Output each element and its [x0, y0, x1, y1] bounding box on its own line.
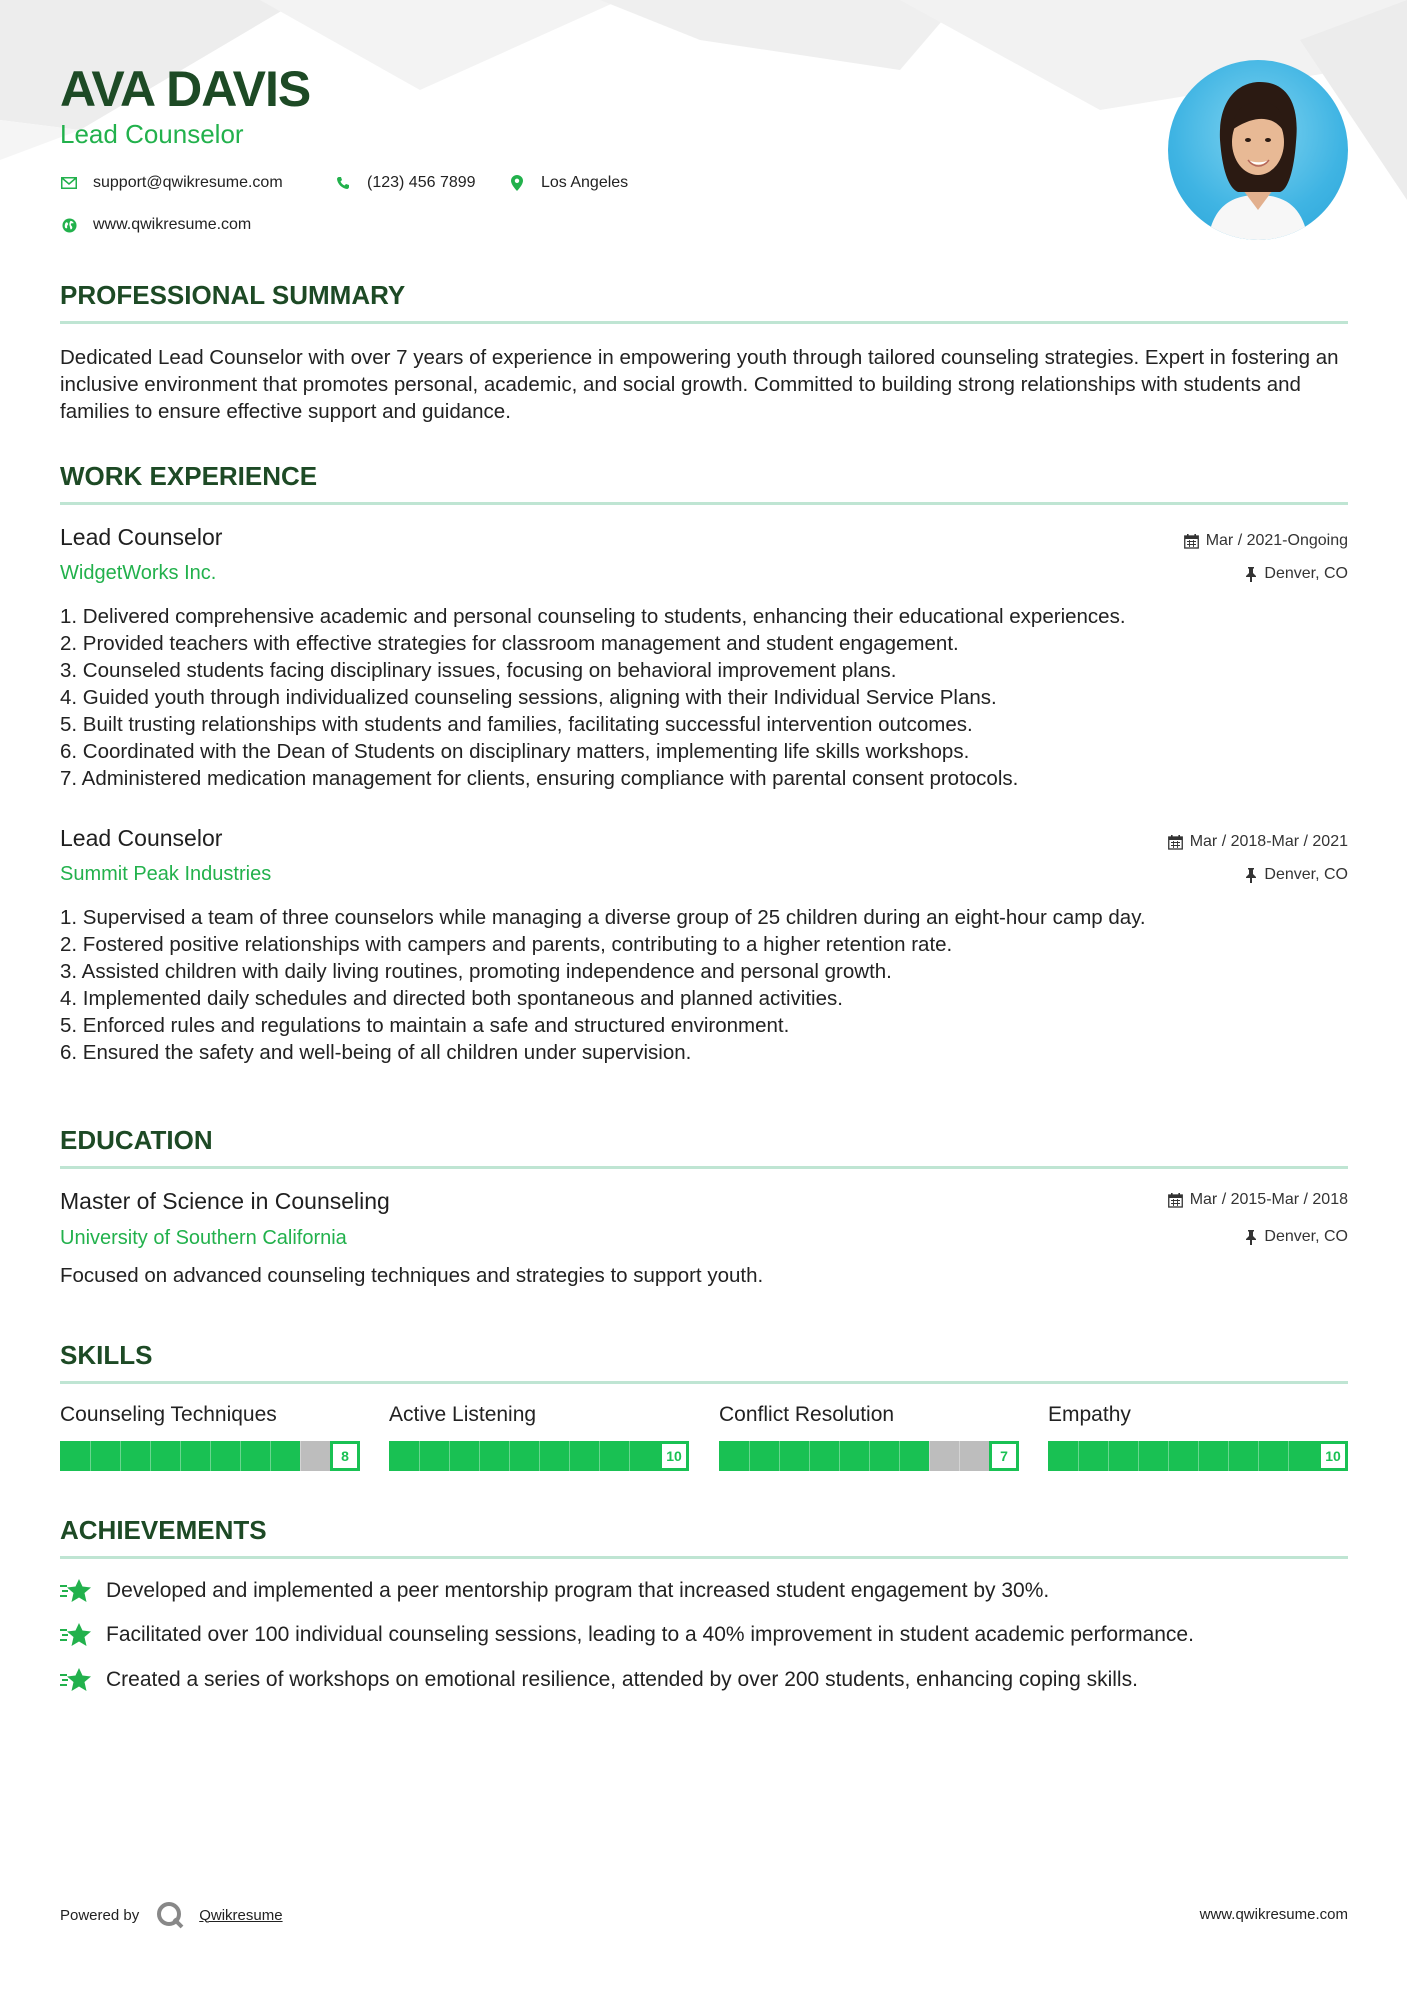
job-1-location	[1245, 565, 1348, 583]
star-award-icon	[60, 1578, 92, 1604]
pushpin-icon	[1245, 868, 1257, 883]
job-2-company: Summit Peak Industries	[60, 863, 272, 885]
profile-photo	[1168, 60, 1348, 240]
job-1-location-text: Denver, CO	[1264, 565, 1348, 582]
skill-bar-segment	[1228, 1441, 1229, 1471]
job-2-dates-text: Mar / 2018-Mar / 2021	[1189, 833, 1348, 850]
list-item: 2. Provided teachers with effective strategies for classroom management and student engagement.	[60, 632, 959, 655]
pushpin-icon	[1245, 1230, 1257, 1245]
skill-bar	[389, 1441, 689, 1471]
job-1-dates-text: Mar / 2021-Ongoing	[1205, 532, 1348, 549]
email-text: support@qwikresume.com	[93, 174, 283, 191]
skill-bar	[60, 1441, 360, 1471]
achievement-text: Created a series of workshops on emotional resilience, attended by over 200 students, enhancing coping skills.	[106, 1668, 1138, 1691]
summary-text: Dedicated Lead Counselor with over 7 years of experience in empowering youth through tailored counseling strategies. Expert in fostering an inclusive environment that promotes personal, academic, and social growth. Committed to building strong relationships with students and families to ensure effective support and guidance.	[60, 346, 1339, 423]
list-item: 1. Supervised a team of three counselors while managing a diverse group of 25 children during an eight-hour camp day.	[60, 906, 1146, 929]
candidate-name: AVA DAVIS	[60, 61, 311, 117]
job-2-bullets	[60, 904, 1360, 1066]
job-2-title: Lead Counselor	[60, 825, 223, 851]
qwikresume-logo-icon	[155, 1900, 185, 1930]
skill-bar-fill	[719, 1441, 929, 1471]
map-pin-icon	[508, 174, 526, 192]
list-item: 2. Fostered positive relationships with campers and parents, contributing to a higher retention rate.	[60, 933, 953, 956]
job-1-bullets	[60, 603, 1360, 792]
achievement-item	[60, 1667, 1138, 1693]
list-item: 3. Assisted children with daily living routines, promoting independence and personal growth.	[60, 960, 892, 983]
skill-level-badge: 10	[1318, 1441, 1348, 1471]
education-location	[1245, 1228, 1348, 1246]
powered-by-text: Powered by	[60, 1906, 140, 1924]
job-1-title: Lead Counselor	[60, 524, 223, 550]
skill-bar-segment	[90, 1441, 91, 1471]
pushpin-icon	[1245, 567, 1257, 582]
skill-bar-segment	[240, 1441, 241, 1471]
star-award-icon	[60, 1667, 92, 1693]
list-item: 7. Administered medication management for clients, ensuring compliance with parental consent protocols.	[60, 767, 1019, 790]
education-school: University of Southern California	[60, 1227, 347, 1249]
contact-phone[interactable]	[334, 174, 476, 192]
achievement-item	[60, 1622, 1194, 1648]
skill-bar-segment	[419, 1441, 420, 1471]
skill-bar-segment	[1078, 1441, 1079, 1471]
list-item: 6. Ensured the safety and well-being of all children under supervision.	[60, 1041, 692, 1064]
summary-divider	[60, 321, 1348, 324]
skill-name: Counseling Techniques	[60, 1403, 277, 1426]
skill-bar-segment	[539, 1441, 540, 1471]
skill-bar-segment	[1198, 1441, 1199, 1471]
star-award-icon	[60, 1622, 92, 1648]
job-2-location-text: Denver, CO	[1264, 866, 1348, 883]
list-item: 3. Counseled students facing disciplinary issues, focusing on behavioral improvement plans.	[60, 659, 897, 682]
location-text: Los Angeles	[541, 174, 629, 191]
skill-bar-segment	[1168, 1441, 1169, 1471]
footer-url[interactable]: www.qwikresume.com	[1199, 1906, 1348, 1923]
skill-bar-segment	[569, 1441, 570, 1471]
education-dates	[1168, 1191, 1348, 1209]
list-item: 4. Guided youth through individualized counseling sessions, aligning with their Individual Service Plans.	[60, 686, 997, 709]
list-item: 1. Delivered comprehensive academic and personal counseling to students, enhancing their educational experiences.	[60, 605, 1126, 628]
job-2-dates	[1168, 833, 1348, 851]
education-divider	[60, 1166, 1348, 1169]
list-item: 5. Built trusting relationships with students and families, facilitating successful intervention outcomes.	[60, 713, 973, 736]
job-2-location	[1245, 866, 1348, 884]
phone-icon	[334, 174, 352, 192]
experience-divider	[60, 502, 1348, 505]
skill-name: Active Listening	[389, 1403, 537, 1426]
skill-bar-segment	[869, 1441, 870, 1471]
list-item: 6. Coordinated with the Dean of Students on disciplinary matters, implementing life skills workshops.	[60, 740, 970, 763]
list-item: 4. Implemented daily schedules and directed both spontaneous and planned activities.	[60, 987, 843, 1010]
skill-bar-segment	[479, 1441, 480, 1471]
skill-bar-segment	[929, 1441, 930, 1471]
skill-bar-segment	[1108, 1441, 1109, 1471]
skill-bar-segment	[809, 1441, 810, 1471]
education-heading: EDUCATION	[60, 1125, 213, 1155]
education-location-text: Denver, CO	[1264, 1228, 1348, 1245]
achievements-divider	[60, 1556, 1348, 1559]
summary-heading: PROFESSIONAL SUMMARY	[60, 280, 406, 310]
skill-bar	[1048, 1441, 1348, 1471]
skill-bar-segment	[959, 1441, 960, 1471]
skill-bar-segment	[300, 1441, 301, 1471]
candidate-title: Lead Counselor	[60, 119, 244, 149]
skill-bar-segment	[1258, 1441, 1259, 1471]
job-1-company: WidgetWorks Inc.	[60, 562, 217, 584]
envelope-icon	[60, 174, 78, 192]
skill-bar-segment	[120, 1441, 121, 1471]
list-item: 5. Enforced rules and regulations to maintain a safe and structured environment.	[60, 1014, 790, 1037]
achievements-heading: ACHIEVEMENTS	[60, 1515, 267, 1545]
skill-bar-segment	[779, 1441, 780, 1471]
skill-bar	[719, 1441, 1019, 1471]
achievement-text: Developed and implemented a peer mentorship program that increased student engagement by 30%.	[106, 1579, 1050, 1602]
job-1-dates	[1184, 532, 1348, 550]
education-dates-text: Mar / 2015-Mar / 2018	[1189, 1191, 1348, 1208]
calendar-icon	[1184, 534, 1199, 549]
skill-name: Conflict Resolution	[719, 1403, 895, 1426]
skill-bar-segment	[509, 1441, 510, 1471]
skill-bar-segment	[599, 1441, 600, 1471]
skills-heading: SKILLS	[60, 1340, 153, 1370]
skill-bar-segment	[210, 1441, 211, 1471]
contact-location	[508, 174, 628, 192]
qwikresume-link[interactable]: Qwikresume	[199, 1906, 283, 1924]
portrait-illustration	[1168, 60, 1348, 240]
skill-bar-segment	[449, 1441, 450, 1471]
contact-website[interactable]	[60, 216, 251, 234]
website-text: www.qwikresume.com	[93, 216, 252, 233]
education-description: Focused on advanced counseling techniques and strategies to support youth.	[60, 1264, 764, 1287]
phone-text: (123) 456 7899	[367, 174, 476, 191]
calendar-icon	[1168, 1193, 1183, 1208]
skill-bar-segment	[899, 1441, 900, 1471]
skill-bar-segment	[749, 1441, 750, 1471]
achievement-item	[60, 1578, 1049, 1604]
education-degree: Master of Science in Counseling	[60, 1188, 390, 1214]
skill-bar-segment	[150, 1441, 151, 1471]
skill-bar-segment	[270, 1441, 271, 1471]
achievement-text: Facilitated over 100 individual counseling sessions, leading to a 40% improvement in student academic performance.	[106, 1623, 1194, 1646]
skill-level-badge: 10	[659, 1441, 689, 1471]
skill-level-badge: 8	[330, 1441, 360, 1471]
globe-icon	[60, 216, 78, 234]
skill-bar-segment	[1138, 1441, 1139, 1471]
skill-level-badge: 7	[989, 1441, 1019, 1471]
skill-bar-segment	[629, 1441, 630, 1471]
skill-bar-segment	[1288, 1441, 1289, 1471]
skills-divider	[60, 1381, 1348, 1384]
skill-bar-segment	[839, 1441, 840, 1471]
footer-powered-by	[60, 1900, 283, 1930]
skill-bar-segment	[180, 1441, 181, 1471]
skill-name: Empathy	[1048, 1403, 1131, 1426]
contact-email[interactable]	[60, 174, 283, 192]
experience-heading: WORK EXPERIENCE	[60, 461, 318, 491]
calendar-icon	[1168, 835, 1183, 850]
